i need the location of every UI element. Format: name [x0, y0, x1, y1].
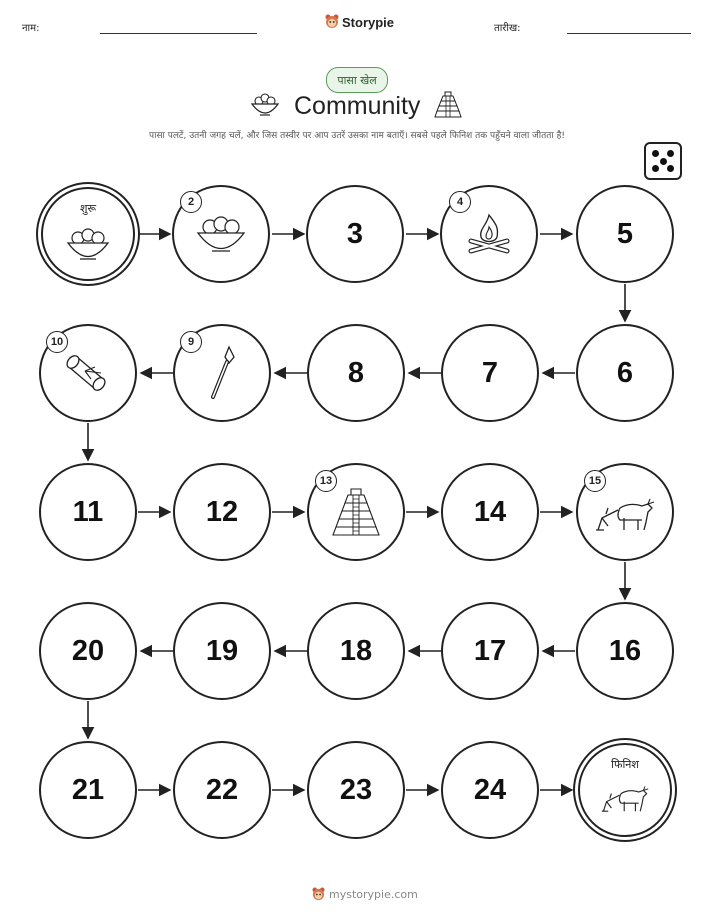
board-space-20[interactable] — [39, 602, 137, 700]
board-space-21[interactable] — [39, 741, 137, 839]
scroll-icon — [63, 349, 113, 397]
board-space-8[interactable] — [307, 324, 405, 422]
date-label: तारीख: — [494, 23, 521, 34]
fruit-bowl-icon — [65, 226, 111, 262]
space-number: 19 — [205, 634, 239, 667]
space-number: 11 — [72, 495, 104, 528]
board-space-11[interactable] — [39, 463, 137, 561]
space-number: 16 — [608, 634, 642, 667]
space-number-badge: 10 — [46, 331, 68, 353]
space-number: 14 — [473, 495, 507, 528]
board-space-18[interactable] — [307, 602, 405, 700]
game-type-tag: पासा खेल — [326, 67, 388, 93]
campfire-icon — [465, 211, 513, 257]
page-title: Community — [294, 92, 421, 120]
name-label: नाम: — [22, 23, 40, 34]
space-number-badge: 4 — [449, 191, 471, 213]
finish-label: फिनिश — [611, 758, 639, 771]
space-number-badge: 13 — [315, 470, 337, 492]
space-number: 22 — [205, 773, 239, 806]
board-space-7[interactable] — [441, 324, 539, 422]
board-space-6[interactable] — [576, 324, 674, 422]
space-number: 3 — [346, 217, 364, 250]
board-space-24[interactable] — [441, 741, 539, 839]
board-space-16[interactable] — [576, 602, 674, 700]
storypie-mascot-icon — [312, 887, 325, 902]
space-number: 23 — [339, 773, 373, 806]
footer-url[interactable]: mystorypie.com — [329, 888, 418, 901]
board-space-19[interactable] — [173, 602, 271, 700]
board-space-12[interactable] — [173, 463, 271, 561]
board-space-14[interactable] — [441, 463, 539, 561]
ox-plough-icon — [594, 496, 656, 536]
space-number: 12 — [205, 495, 239, 528]
space-number: 8 — [347, 356, 365, 389]
board-space-5[interactable] — [576, 185, 674, 283]
board-space-23[interactable] — [307, 741, 405, 839]
space-number: 7 — [481, 356, 499, 389]
start-label: शुरू — [79, 202, 97, 215]
space-number: 21 — [71, 773, 105, 806]
start-space[interactable] — [41, 187, 135, 281]
pyramid-icon — [327, 486, 385, 538]
space-number: 6 — [616, 356, 634, 389]
board-space-22[interactable] — [173, 741, 271, 839]
brand-name: Storypie — [342, 14, 395, 30]
fruit-bowl-icon — [195, 214, 247, 254]
ox-plough-icon — [600, 784, 650, 816]
space-number: 17 — [473, 634, 507, 667]
finish-space[interactable] — [578, 743, 672, 837]
footer — [312, 887, 418, 902]
space-number: 20 — [71, 634, 105, 667]
spear-icon — [207, 345, 237, 401]
space-number: 5 — [616, 217, 634, 250]
space-number-badge: 15 — [584, 470, 606, 492]
space-number-badge: 2 — [180, 191, 202, 213]
space-number-badge: 9 — [180, 331, 202, 353]
board-space-17[interactable] — [441, 602, 539, 700]
instructions: पासा पलटें, उतनी जगह चलें, और जिस तस्वीर पर आप उतरें उसका नाम बताएँ। सबसे पहले फिनिश तक पहुँचने वाला जीतता है! — [149, 131, 565, 141]
board-space-3[interactable] — [306, 185, 404, 283]
space-number: 18 — [339, 634, 373, 667]
space-number: 24 — [473, 773, 507, 806]
